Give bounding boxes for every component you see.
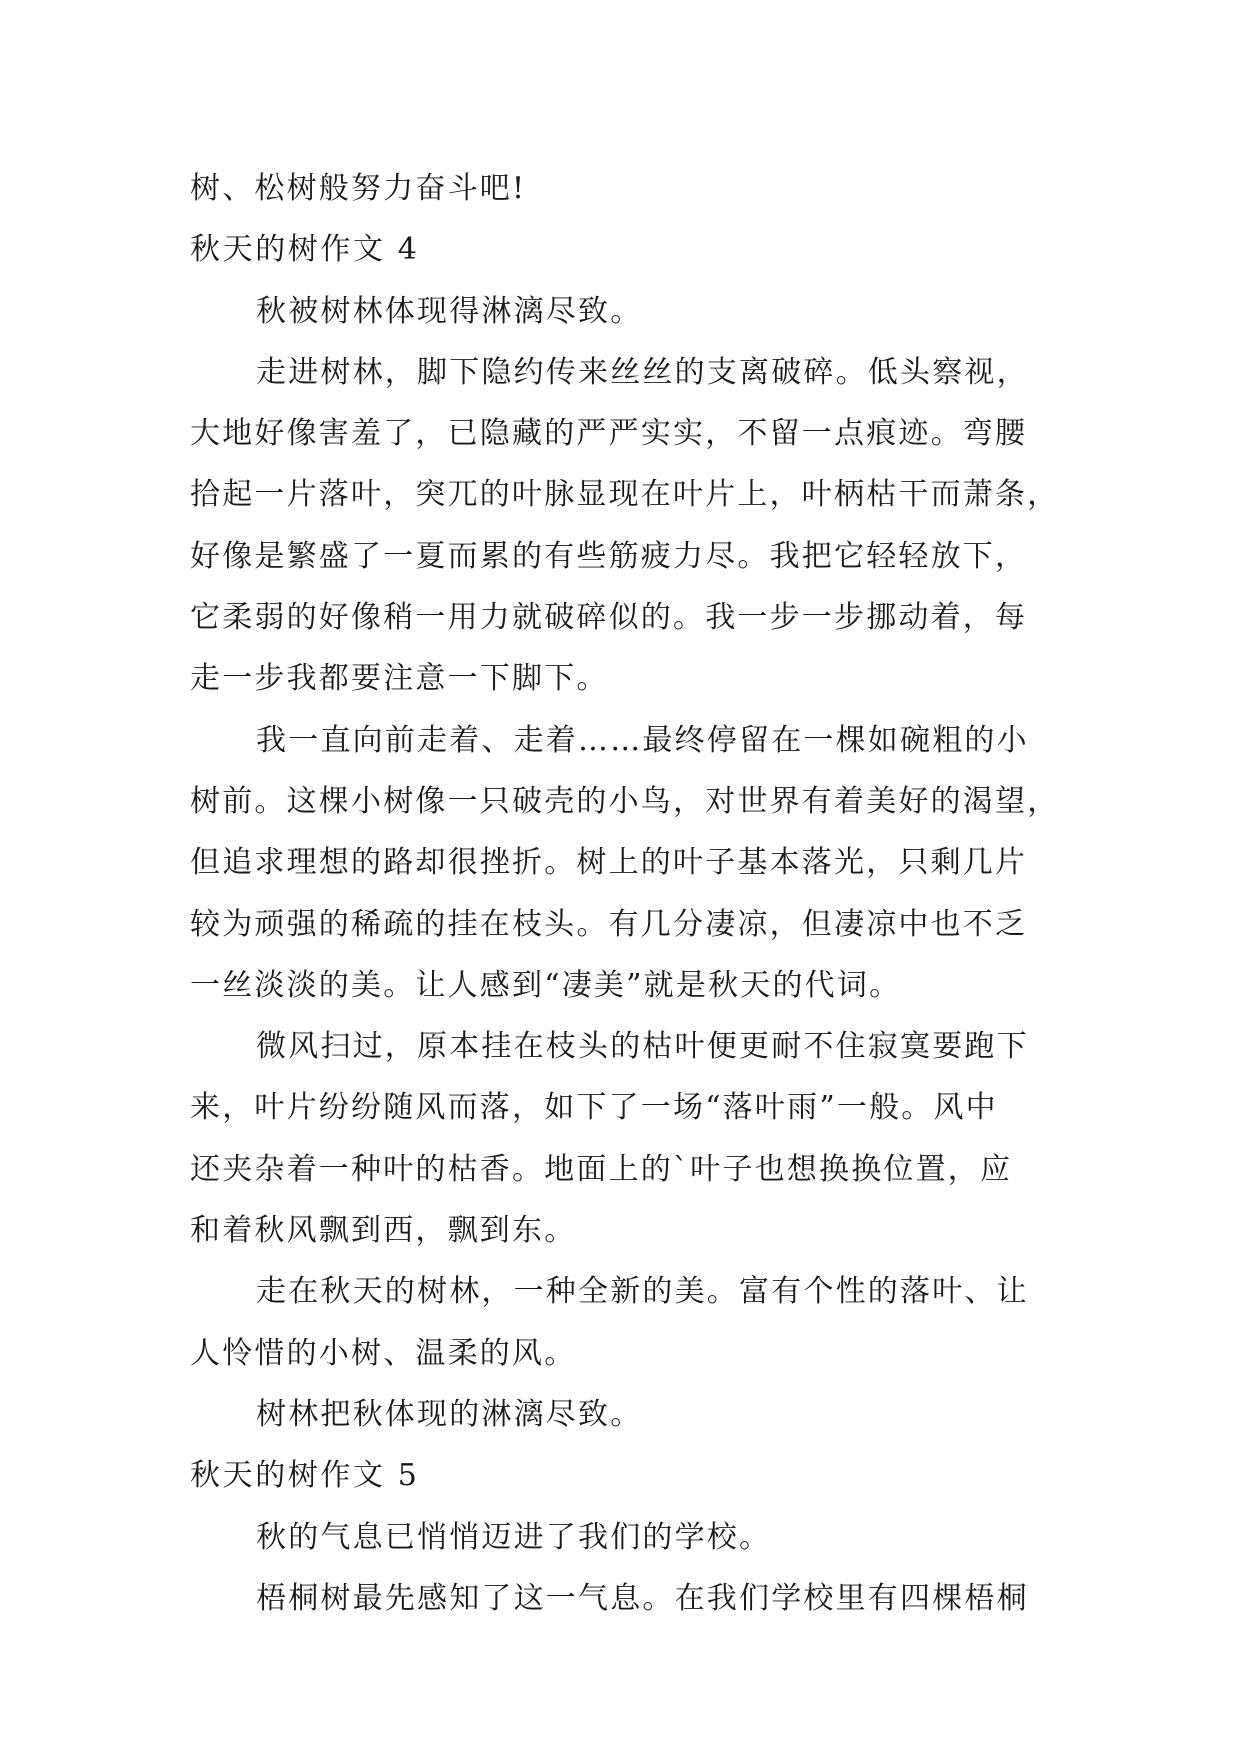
paragraph-line: 微风扫过，原本挂在枝头的枯叶便更耐不住寂寞要跑下	[256, 1029, 1029, 1065]
paragraph-line: 较为顽强的稀疏的挂在枝头。有几分凄凉，但凄凉中也不乏	[190, 906, 1028, 942]
paragraph-line: 人怜惜的小树、温柔的风。	[190, 1335, 577, 1371]
paragraph-line: 秋被树林体现得淋漓尽致。	[256, 293, 643, 329]
paragraph-line: 但追求理想的路却很挫折。树上的叶子基本落光，只剩几片	[190, 845, 1028, 881]
paragraph-line: 它柔弱的好像稍一用力就破碎似的。我一步一步挪动着，每	[190, 600, 1028, 636]
paragraph-line: 还夹杂着一种叶的枯香。地面上的`叶子也想换换位置，应	[190, 1151, 1013, 1187]
document-text-column	[190, 158, 1070, 1629]
paragraph-line: 树、松树般努力奋斗吧!	[190, 171, 527, 206]
paragraph-line: 和着秋风飘到西，飘到东。	[190, 1213, 577, 1249]
paragraph-line: 一丝淡淡的美。让人感到“凄美”就是秋天的代词。	[190, 967, 902, 1003]
section-heading: 秋天的树作文 5	[190, 1458, 420, 1494]
paragraph-line: 走进树林，脚下隐约传来丝丝的支离破碎。低头察视，	[256, 354, 1029, 390]
paragraph-line: 大地好像害羞了，已隐藏的严严实实，不留一点痕迹。弯腰	[190, 416, 1028, 452]
paragraph-line: 梧桐树最先感知了这一气息。在我们学校里有四棵梧桐	[256, 1580, 1029, 1616]
paragraph-line: 树林把秋体现的淋漓尽致。	[256, 1396, 643, 1432]
paragraph-line: 我一直向前走着、走着……最终停留在一棵如碗粗的小	[256, 722, 1029, 758]
paragraph-line: 树前。这棵小树像一只破壳的小鸟，对世界有着美好的渴望，	[190, 783, 1060, 819]
paragraph-line: 走在秋天的树林，一种全新的美。富有个性的落叶、让	[256, 1274, 1029, 1310]
paragraph-line: 拾起一片落叶，突兀的叶脉显现在叶片上，叶柄枯干而萧条，	[190, 477, 1060, 513]
paragraph-line: 秋的气息已悄悄迈进了我们的学校。	[256, 1519, 772, 1555]
paragraph-line: 走一步我都要注意一下脚下。	[190, 661, 609, 697]
paragraph-line: 来，叶片纷纷随风而落，如下了一场“落叶雨”一般。风中	[190, 1090, 998, 1126]
section-heading: 秋天的树作文 4	[190, 232, 420, 268]
paragraph-line: 好像是繁盛了一夏而累的有些筋疲力尽。我把它轻轻放下，	[190, 538, 1028, 574]
